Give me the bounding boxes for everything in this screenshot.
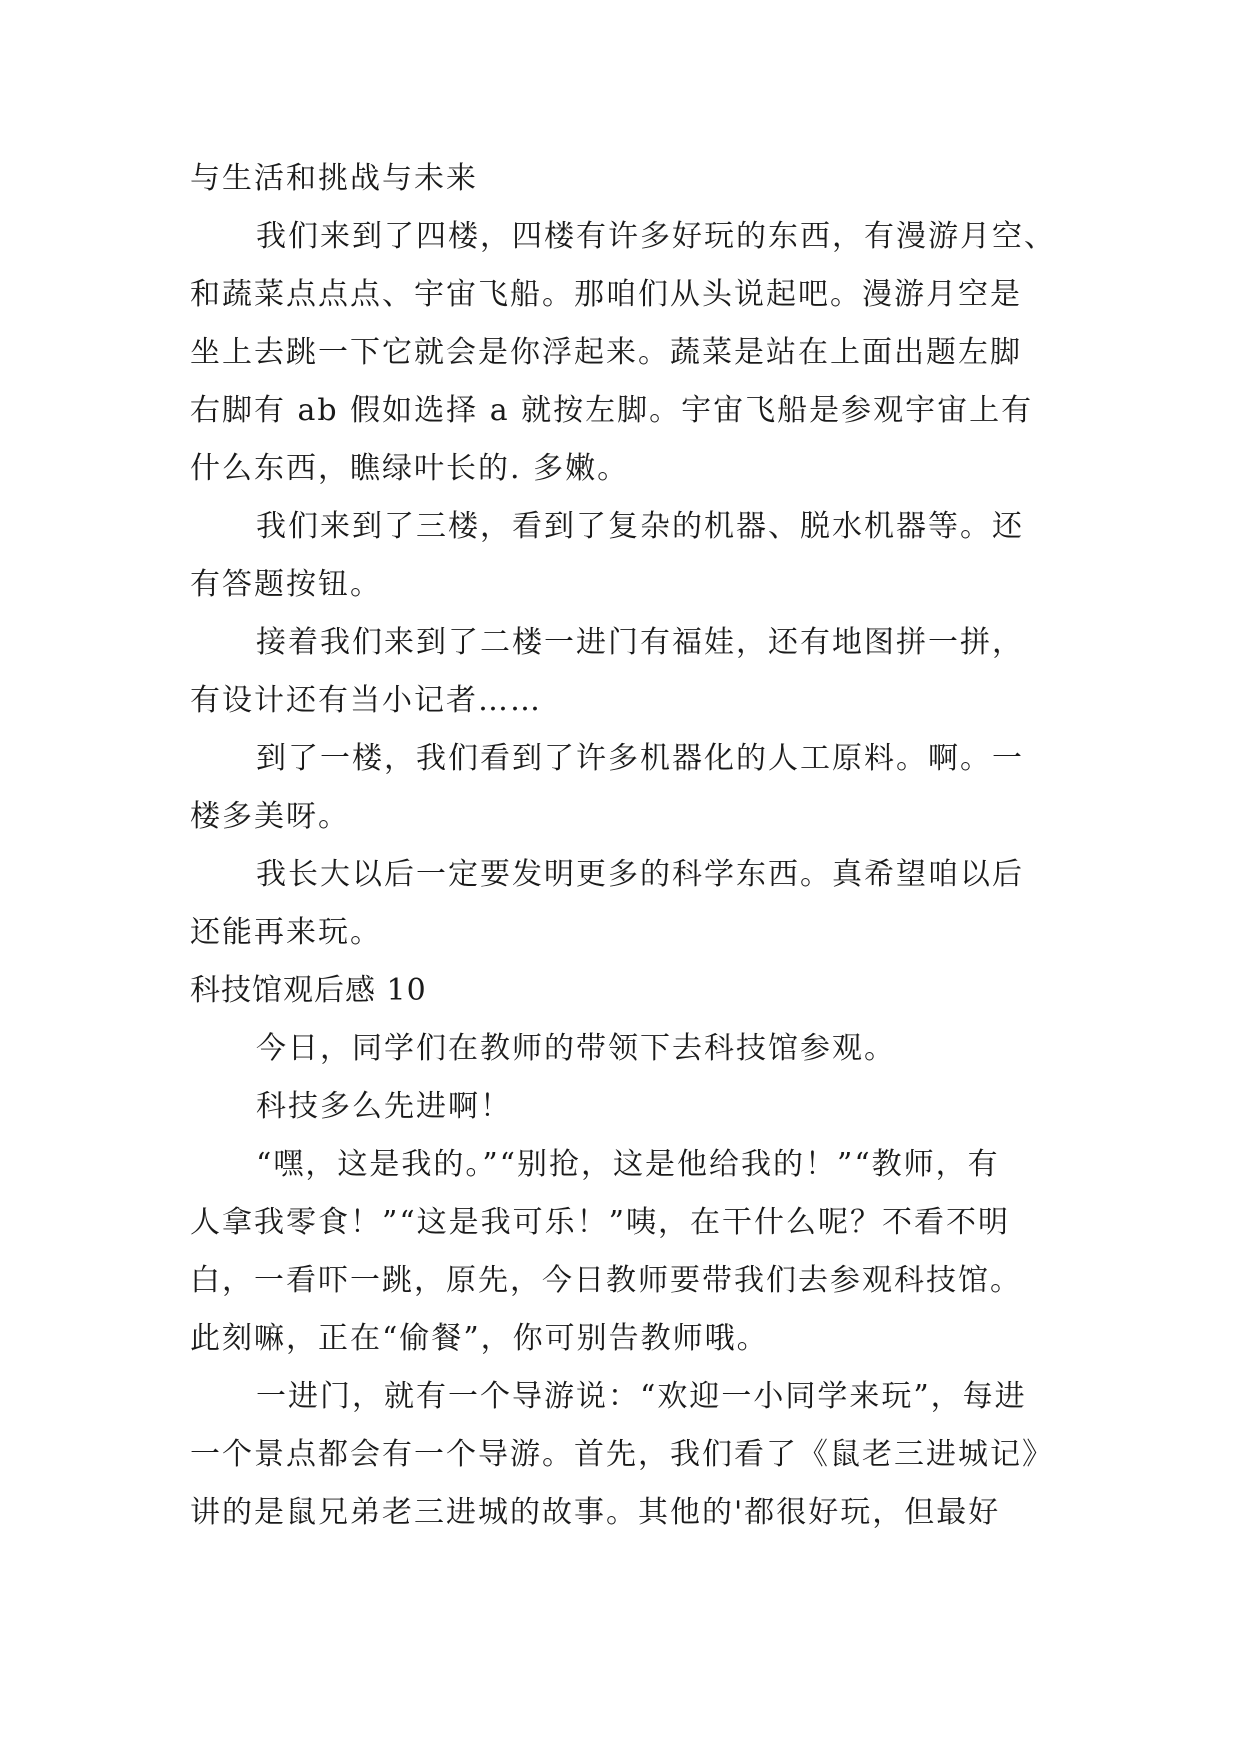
text-line: 右脚有 ab 假如选择 a 就按左脚。宇宙飞船是参观宇宙上有 [190,393,1034,428]
paragraph-start-line: 我们来到了四楼，四楼有许多好玩的东西，有漫游月空、 [256,219,1056,254]
text-line: 白，一看吓一跳，原先，今日教师要带我们去参观科技馆。 [190,1263,1022,1298]
text-line: 什么东西，瞧绿叶长的. 多嫩。 [190,451,630,486]
text-line: 还能再来玩。 [190,915,382,950]
paragraph-start-line: 到了一楼，我们看到了许多机器化的人工原料。啊。一 [256,741,1024,776]
text-line: 有设计还有当小记者…… [190,683,542,718]
paragraph-start-line: 一进门，就有一个导游说：“欢迎一小同学来玩”，每进 [256,1379,1027,1414]
text-line: 讲的是鼠兄弟老三进城的故事。其他的'都很好玩，但最好 [190,1495,1001,1530]
text-line: 楼多美呀。 [190,799,350,834]
paragraph-start-line: 科技多么先进啊！ [256,1089,512,1124]
paragraph-start-line: 今日，同学们在教师的带领下去科技馆参观。 [256,1031,896,1066]
text-line: 此刻嘛，正在“偷餐”，你可别告教师哦。 [190,1321,769,1356]
section-heading: 科技馆观后感 10 [190,973,427,1008]
paragraph-start-line: 我长大以后一定要发明更多的科学东西。真希望咱以后 [256,857,1024,892]
text-line: 坐上去跳一下它就会是你浮起来。蔬菜是站在上面出题左脚 [190,335,1022,370]
paragraph-start-line: 我们来到了三楼，看到了复杂的机器、脱水机器等。还 [256,509,1024,544]
text-line: 人拿我零食！”“这是我可乐！”咦，在干什么呢？不看不明 [190,1205,1011,1240]
paragraph-start-line: 接着我们来到了二楼一进门有福娃，还有地图拼一拼， [256,625,1024,660]
document-body [190,150,1060,1542]
text-line: 一个景点都会有一个导游。首先，我们看了《鼠老三进城记》 [190,1437,1054,1472]
text-line: 与生活和挑战与未来 [190,161,478,196]
paragraph-start-line: “嘿，这是我的。”“别抢，这是他给我的！”“教师，有 [256,1147,1000,1182]
text-line: 和蔬菜点点点、宇宙飞船。那咱们从头说起吧。漫游月空是 [190,277,1022,312]
text-line: 有答题按钮。 [190,567,382,602]
